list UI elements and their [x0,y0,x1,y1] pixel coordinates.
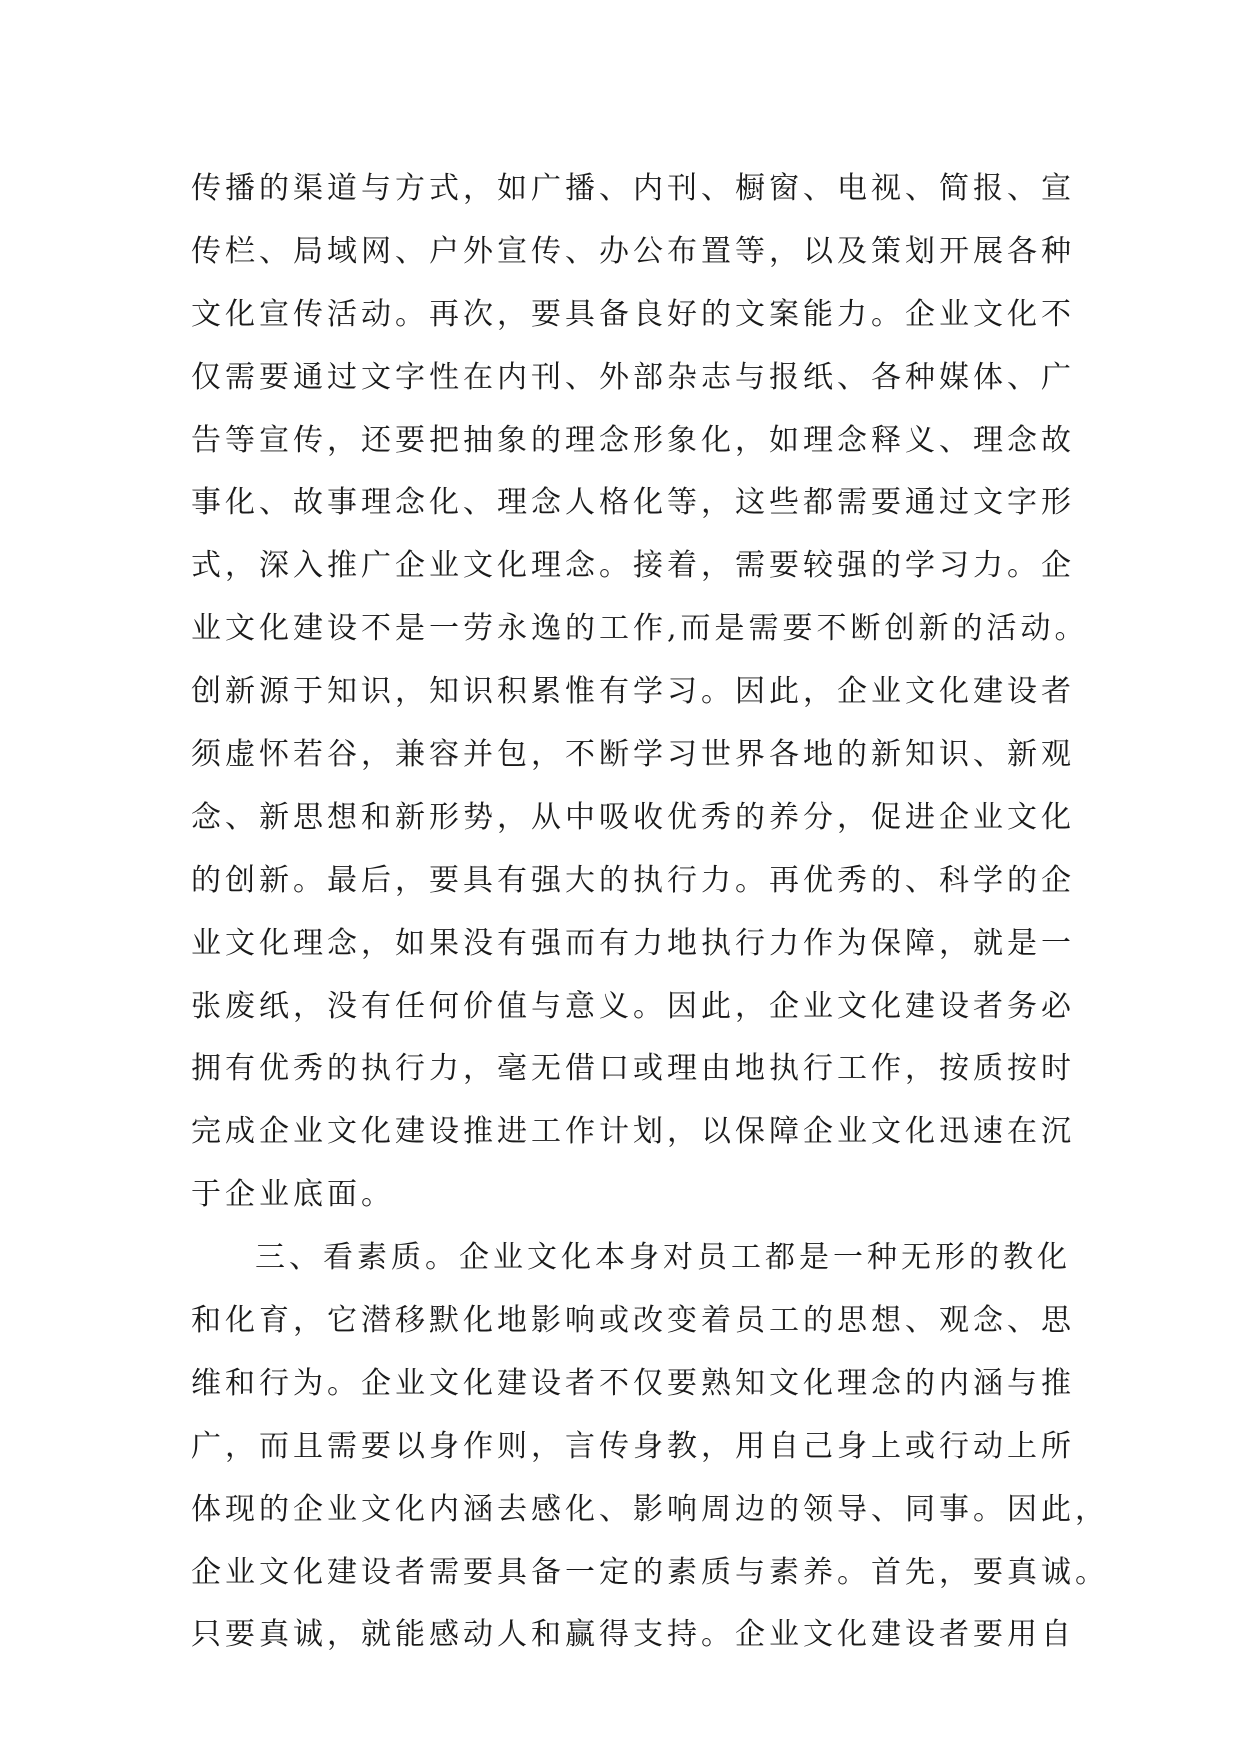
section-heading-line: 三、看素质。企业文化本身对员工都是一种无形的教化 [255,1240,1071,1276]
text-line: 业文化建设不是一劳永逸的工作,而是需要不断创新的活动。 [191,611,1089,647]
text-line: 传栏、局域网、户外宣传、办公布置等，以及策划开展各种 [191,233,1075,269]
text-line: 事化、故事理念化、理念人格化等，这些都需要通过文字形 [191,485,1075,521]
text-line: 张废纸，没有任何价值与意义。因此，企业文化建设者务必 [191,988,1075,1024]
text-line: 的创新。最后，要具有强大的执行力。再优秀的、科学的企 [191,862,1075,898]
text-line: 告等宣传，还要把抽象的理念形象化，如理念释义、理念故 [191,422,1075,458]
text-line: 传播的渠道与方式，如广播、内刊、橱窗、电视、简报、宣 [191,171,1075,206]
paragraph-end-line: 于企业底面。 [191,1177,395,1213]
text-line: 须虚怀若谷，兼容并包，不断学习世界各地的新知识、新观 [191,737,1075,773]
text-line: 创新源于知识，知识积累惟有学习。因此，企业文化建设者 [191,674,1075,710]
text-line: 念、新思想和新形势，从中吸收优秀的养分，促进企业文化 [191,799,1075,835]
text-line: 广，而且需要以身作则，言传身教，用自己身上或行动上所 [191,1428,1075,1464]
text-line: 维和行为。企业文化建设者不仅要熟知文化理念的内涵与推 [191,1365,1075,1401]
text-line: 仅需要通过文字性在内刊、外部杂志与报纸、各种媒体、广 [191,359,1075,395]
text-line: 和化育，它潜移默化地影响或改变着员工的思想、观念、思 [191,1303,1075,1339]
text-line: 体现的企业文化内涵去感化、影响周边的领导、同事。因此， [191,1491,1109,1527]
text-line: 式，深入推广企业文化理念。接着，需要较强的学习力。企 [191,548,1075,584]
body-text [191,158,1109,1667]
text-line: 企业文化建设者需要具备一定的素质与素养。首先，要真诚。 [191,1554,1109,1590]
text-line: 业文化理念，如果没有强而有力地执行力作为保障，就是一 [191,925,1075,961]
text-line: 拥有优秀的执行力，毫无借口或理由地执行工作，按质按时 [191,1051,1075,1087]
text-line: 文化宣传活动。再次，要具备良好的文案能力。企业文化不 [191,296,1075,332]
text-line: 完成企业文化建设推进工作计划，以保障企业文化迅速在沉 [191,1114,1075,1150]
text-line: 只要真诚，就能感动人和赢得支持。企业文化建设者要用自 [191,1617,1075,1653]
